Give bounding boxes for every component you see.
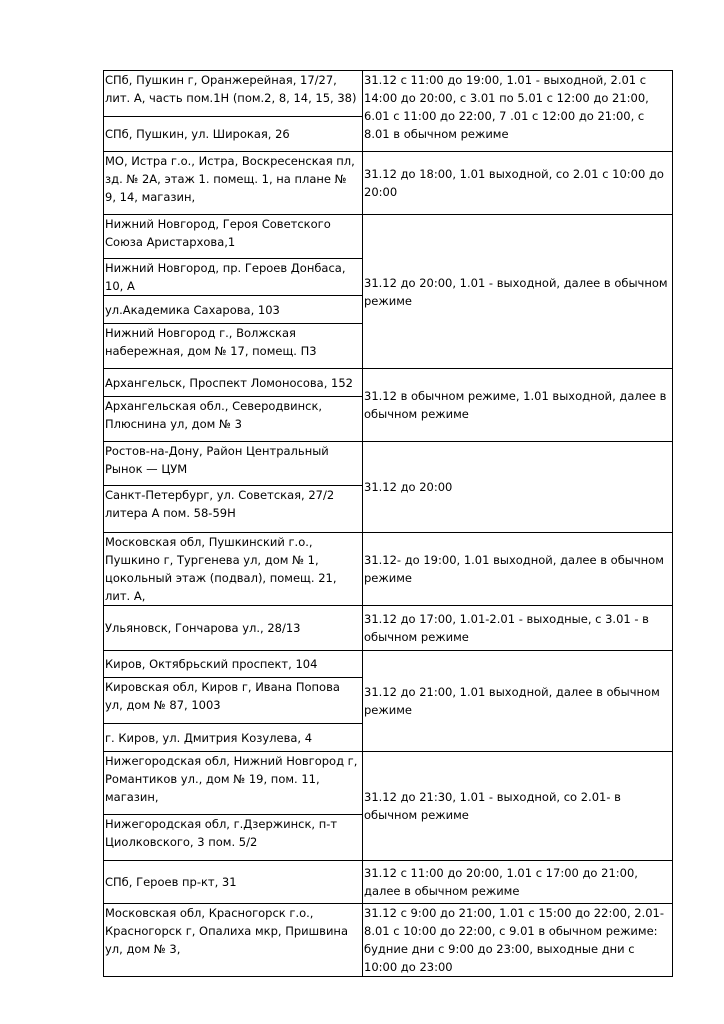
address-cell: Московская обл, Пушкинский г.о., Пушкино г, Тургенева ул, дом № 1, цокольный этаж (подвал), помещ. 21, лит. А, bbox=[104, 533, 363, 606]
address-cell: Ростов-на-Дону, Район Центральный Рынок — ЦУМ bbox=[104, 442, 363, 486]
address-cell: Нижегородская обл, Нижний Новгород г, Романтиков ул., дом № 19, пом. 11, магазин, bbox=[104, 752, 363, 815]
address-cell: Ульяновск, Гончарова ул., 28/13 bbox=[104, 606, 363, 651]
schedule-cell: 31.12 в обычном режиме, 1.01 выходной, далее в обычном режиме bbox=[363, 369, 673, 442]
address-cell: Нижний Новгород г., Волжская набережная, дом № 17, помещ. П3 bbox=[104, 324, 363, 369]
table-row bbox=[104, 215, 673, 259]
address-cell: Нижний Новгород, пр. Героев Донбаса, 10, А bbox=[104, 259, 363, 296]
address-cell: СПб, Пушкин, ул. Широкая, 26 bbox=[104, 117, 363, 152]
address-cell: Киров, Октябрьский проспект, 104 bbox=[104, 651, 363, 678]
schedule-cell: 31.12 до 21:00, 1.01 выходной, далее в обычном режиме bbox=[363, 651, 673, 752]
address-cell: Нижний Новгород, Героя Советского Союза Аристархова,1 bbox=[104, 215, 363, 259]
table-row bbox=[104, 651, 673, 678]
schedule-cell: 31.12- до 19:00, 1.01 выходной, далее в обычном режиме bbox=[363, 533, 673, 606]
table-row bbox=[104, 152, 673, 215]
table-row bbox=[104, 904, 673, 977]
table-row bbox=[104, 71, 673, 117]
address-cell: Кировская обл, Киров г, Ивана Попова ул, дом № 87, 1003 bbox=[104, 678, 363, 724]
address-cell: МО, Истра г.о., Истра, Воскресенская пл, зд. № 2А, этаж 1. помещ. 1, на плане № 9, 14, магазин, bbox=[104, 152, 363, 215]
address-cell: Московская обл, Красногорск г.о., Красногорск г, Опалиха мкр, Пришвина ул, дом № 3, bbox=[104, 904, 363, 977]
schedule-cell: 31.12 до 20:00 bbox=[363, 442, 673, 533]
schedule-cell: 31.12 с 11:00 до 19:00, 1.01 - выходной, 2.01 с 14:00 до 20:00, с 3.01 по 5.01 с 12:00 до 21:00, 6.01 с 11:00 до 22:00, 7 .01 с 12:00 до 21:00, с 8.01 в обычном режиме bbox=[363, 71, 673, 152]
address-cell: Архангельская обл., Северодвинск, Плюснина ул, дом № 3 bbox=[104, 397, 363, 442]
schedule-cell: 31.12 до 20:00, 1.01 - выходной, далее в обычном режиме bbox=[363, 215, 673, 369]
schedule-table bbox=[103, 70, 673, 977]
table-row bbox=[104, 369, 673, 397]
table-row bbox=[104, 606, 673, 651]
table-row bbox=[104, 442, 673, 486]
schedule-cell: 31.12 до 21:30, 1.01 - выходной, со 2.01- в обычном режиме bbox=[363, 752, 673, 861]
table-row bbox=[104, 752, 673, 815]
address-cell: Санкт-Петербург, ул. Советская, 27/2 литера А пом. 58-59Н bbox=[104, 486, 363, 533]
table-row bbox=[104, 861, 673, 904]
schedule-cell: 31.12 с 11:00 до 20:00, 1.01 с 17:00 до 21:00, далее в обычном режиме bbox=[363, 861, 673, 904]
schedule-cell: 31.12 с 9:00 до 21:00, 1.01 с 15:00 до 22:00, 2.01-8.01 с 10:00 до 22:00, с 9.01 в обычном режиме: будние дни с 9:00 до 23:00, выходные дни с 10:00 до 23:00 bbox=[363, 904, 673, 977]
address-cell: ул.Академика Сахарова, 103 bbox=[104, 296, 363, 324]
address-cell: СПб, Героев пр-кт, 31 bbox=[104, 861, 363, 904]
address-cell: Архангельск, Проспект Ломоносова, 152 bbox=[104, 369, 363, 397]
address-cell: СПб, Пушкин г, Оранжерейная, 17/27, лит. А, часть пом.1Н (пом.2, 8, 14, 15, 38) bbox=[104, 71, 363, 117]
schedule-cell: 31.12 до 17:00, 1.01-2.01 - выходные, с 3.01 - в обычном режиме bbox=[363, 606, 673, 651]
address-cell: Нижегородская обл, г.Дзержинск, п-т Циолковского, 3 пом. 5/2 bbox=[104, 815, 363, 861]
address-cell: г. Киров, ул. Дмитрия Козулева, 4 bbox=[104, 724, 363, 752]
table-row bbox=[104, 533, 673, 606]
schedule-cell: 31.12 до 18:00, 1.01 выходной, со 2.01 с 10:00 до 20:00 bbox=[363, 152, 673, 215]
